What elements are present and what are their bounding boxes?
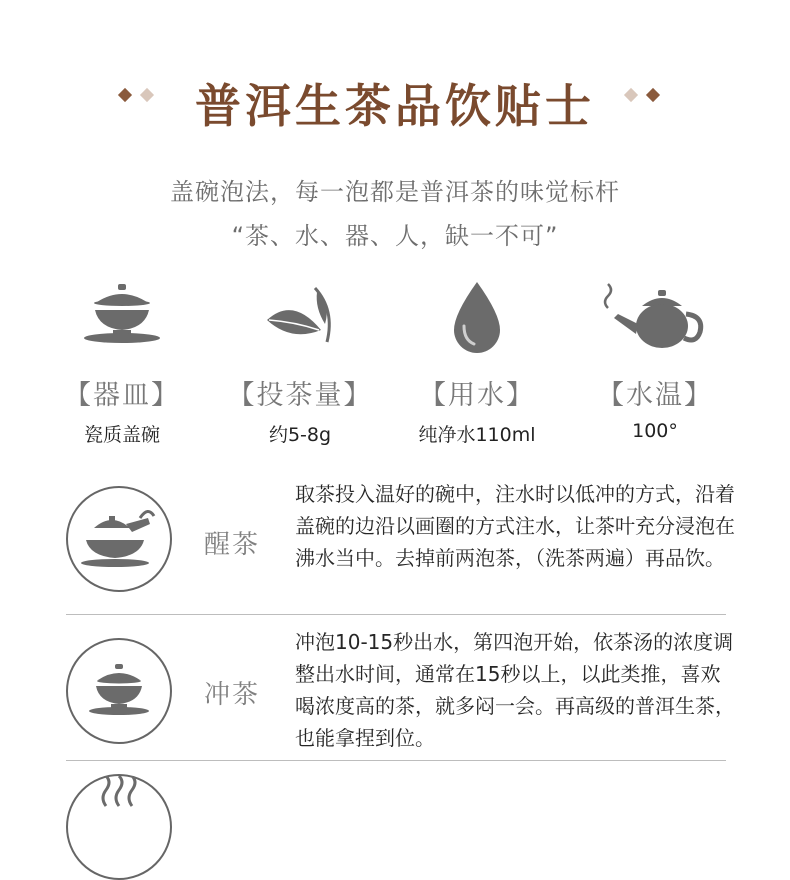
feature-label: 【器皿】	[64, 380, 180, 411]
teapot-icon	[600, 280, 710, 358]
feature-label: 【投茶量】	[227, 380, 373, 411]
tea-leaf-icon	[255, 280, 345, 356]
steam-icon	[66, 774, 172, 880]
step-description: 冲泡10-15秒出水，第四泡开始，依茶汤的浓度调整出水时间，通常在15秒以上，以此类推，喜欢喝浓度高的茶，就多闷一会。再高级的普洱生茶，也能拿捏到位。	[295, 630, 735, 750]
step-description: 取茶投入温好的碗中，注水时以低冲的方式，沿着盖碗的边沿以画圈的方式注水，让茶叶充分浸泡在沸水当中。去掉前两泡茶，（洗茶两遍）再品饮。	[295, 482, 735, 570]
gaiwan-icon	[77, 280, 167, 354]
subtitle-line-1: 盖碗泡法，每一泡都是普洱茶的味觉标杆	[170, 178, 620, 206]
feature-value: 约5-8g	[268, 424, 332, 446]
feature-value: 纯净水110ml	[418, 424, 536, 446]
step-name: 醒茶	[204, 530, 261, 560]
pouring-gaiwan-icon	[66, 486, 172, 592]
page-title: 普洱生茶品饮贴士	[195, 79, 595, 133]
water-drop-icon	[442, 280, 512, 358]
feature-vessel	[22, 280, 222, 450]
feature-label: 【用水】	[419, 380, 535, 411]
feature-tea-amount	[200, 280, 400, 450]
feature-value: 瓷质盖碗	[83, 424, 160, 446]
divider	[66, 614, 726, 615]
feature-water-temperature	[555, 280, 755, 450]
feature-value: 100°	[632, 420, 678, 442]
gaiwan-icon	[66, 638, 172, 744]
subtitle-line-2: “茶、水、器、人，缺一不可”	[231, 222, 559, 250]
step-name: 冲茶	[204, 680, 261, 710]
divider	[66, 760, 726, 761]
feature-label: 【水温】	[597, 380, 713, 411]
title-row	[0, 62, 790, 152]
feature-water	[377, 280, 577, 450]
